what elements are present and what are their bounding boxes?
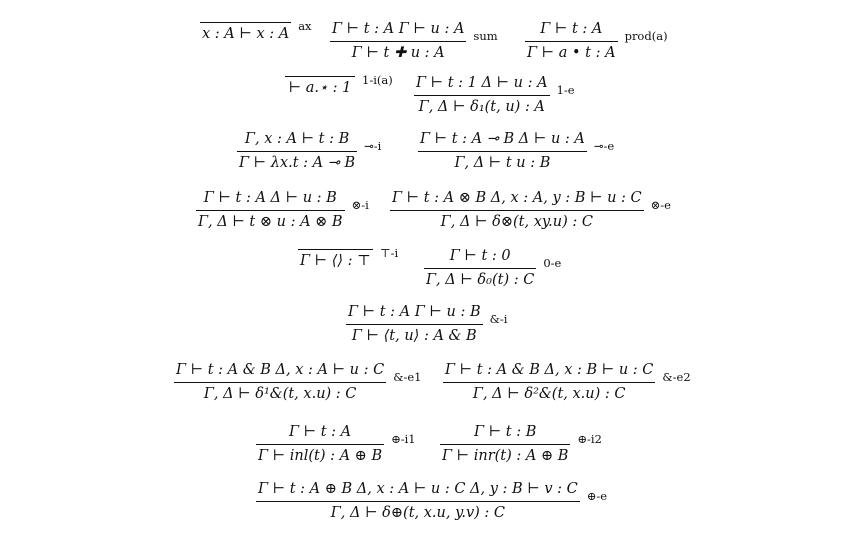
conclusion: Γ, Δ ⊢ δ⊕(t, x.u, y.v) : C [330, 505, 506, 521]
conclusion: Γ ⊢ λx.t : A ⊸ B [239, 155, 356, 171]
inference-fraction [237, 130, 357, 173]
conclusion: ⊢ a.⋆ : 1 [288, 80, 352, 96]
rule-ax [200, 20, 312, 44]
rule-label: ⊤-i [379, 246, 399, 260]
inference-fraction [256, 480, 580, 523]
rule-label: &-i [489, 311, 508, 326]
conclusion: Γ ⊢ inr(t) : A ⊕ B [442, 448, 569, 464]
conclusion: Γ, Δ ⊢ δ²&(t, x.u) : C [472, 386, 626, 402]
rule-label: &-e1 [393, 369, 422, 384]
rule-with-e1 [174, 361, 421, 404]
inference-fraction [525, 20, 618, 63]
conclusion: Γ, Δ ⊢ t ⊗ u : A ⊗ B [198, 214, 343, 230]
rule-label: sum [473, 28, 498, 43]
premise: Γ ⊢ t : A & B Δ, x : A ⊢ u : C [176, 362, 385, 378]
inference-fraction [200, 20, 291, 44]
inference-fraction [196, 189, 345, 232]
inference-fraction [298, 247, 373, 271]
conclusion: Γ ⊢ ⟨t, u⟩ : A & B [351, 328, 477, 344]
rule-plus-e [256, 480, 607, 523]
inference-fraction [418, 130, 587, 173]
rule-label: 0-e [543, 255, 562, 270]
rule-label: 1-e [556, 82, 575, 97]
rule-prod [525, 20, 668, 63]
rule-label: ⊗-i [351, 197, 369, 212]
conclusion: x : A ⊢ x : A [202, 26, 290, 42]
rule-label: ⊕-i1 [391, 431, 416, 446]
inference-fraction [440, 423, 570, 466]
rule-with-i [346, 303, 507, 346]
rule-zero-e [424, 247, 561, 290]
inference-fraction [424, 247, 536, 290]
rule-label: ax [298, 19, 312, 33]
inference-fraction [346, 303, 483, 346]
premise: Γ, x : A ⊢ t : B [244, 131, 350, 147]
rule-lolli-e [418, 130, 614, 173]
inference-fraction [174, 361, 386, 404]
inference-fraction [414, 74, 550, 117]
premise: Γ ⊢ t : A & B Δ, x : B ⊢ u : C [445, 362, 654, 378]
conclusion: Γ, Δ ⊢ δ₀(t) : C [426, 272, 535, 288]
rule-label: ⊸-i [364, 138, 382, 153]
rule-label: prod(a) [624, 28, 668, 43]
rule-label: ⊸-e [593, 138, 615, 153]
rule-label: &-e2 [662, 369, 691, 384]
inference-fraction [256, 423, 384, 466]
premise: Γ ⊢ t : A [540, 21, 603, 37]
inference-fraction [443, 361, 655, 404]
premise: Γ ⊢ t : A Δ ⊢ u : B [203, 190, 337, 206]
rule-plus-i1 [256, 423, 416, 466]
rule-lolli-i [237, 130, 381, 173]
conclusion: Γ, Δ ⊢ δ₁(t, u) : A [418, 99, 545, 115]
rule-plus-i2 [440, 423, 602, 466]
rule-tensor-e [390, 189, 671, 232]
rule-label: 1-i(a) [362, 73, 393, 87]
rule-label: ⊕-i2 [577, 431, 602, 446]
rule-sum [330, 20, 498, 63]
rule-with-e2 [443, 361, 691, 404]
rule-top-i [298, 247, 398, 271]
premise: Γ ⊢ t : A [288, 424, 352, 440]
premise: Γ ⊢ t : A Γ ⊢ u : B [348, 304, 481, 320]
conclusion: Γ ⊢ a • t : A [527, 45, 616, 61]
rule-label: ⊗-e [650, 197, 671, 212]
rule-tensor-i [196, 189, 369, 232]
conclusion: Γ ⊢ t ✚ u : A [351, 45, 445, 61]
premise: Γ ⊢ t : A ⊕ B Δ, x : A ⊢ u : C Δ, y : B ⊢ v : C [258, 481, 578, 497]
inference-fraction [285, 74, 355, 98]
premise: Γ ⊢ t : A Γ ⊢ u : A [332, 21, 465, 37]
rule-one-i [285, 74, 393, 98]
inference-fraction [390, 189, 644, 232]
conclusion: Γ ⊢ inl(t) : A ⊕ B [258, 448, 383, 464]
premise: Γ ⊢ t : A ⊸ B Δ ⊢ u : A [420, 131, 585, 147]
premise: Γ ⊢ t : 1 Δ ⊢ u : A [416, 75, 548, 91]
inference-fraction [330, 20, 466, 63]
conclusion: Γ, Δ ⊢ δ¹&(t, x.u) : C [203, 386, 357, 402]
conclusion: Γ ⊢ ⟨⟩ : ⊤ [300, 253, 371, 269]
conclusion: Γ, Δ ⊢ δ⊗(t, xy.u) : C [440, 214, 593, 230]
premise: Γ ⊢ t : A ⊗ B Δ, x : A, y : B ⊢ u : C [392, 190, 642, 206]
premise: Γ ⊢ t : B [474, 424, 537, 440]
conclusion: Γ, Δ ⊢ t u : B [454, 155, 551, 171]
rule-one-e [414, 74, 575, 117]
premise: Γ ⊢ t : 0 [449, 248, 511, 264]
rule-label: ⊕-e [586, 488, 608, 503]
